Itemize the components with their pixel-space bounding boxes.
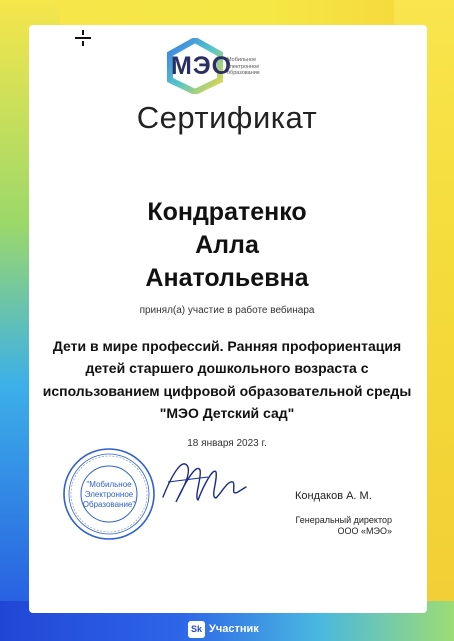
logo-subtitle-line: электронное bbox=[227, 63, 260, 70]
stamp-line: Электронное bbox=[84, 490, 134, 499]
webinar-title-line: использованием цифровой образовательной среды bbox=[42, 383, 412, 399]
stamp-line: "Мобильное bbox=[86, 480, 132, 489]
recipient-patronymic: Анатольевна bbox=[145, 264, 309, 292]
stamp-line: Образование" bbox=[82, 500, 136, 509]
recipient-first-name: Алла bbox=[195, 231, 259, 259]
participant-badge bbox=[188, 619, 259, 639]
logo-subtitle-line: образование bbox=[227, 70, 260, 76]
director-company-line: ООО «МЭО» bbox=[337, 526, 392, 536]
director-role bbox=[272, 515, 392, 537]
director-role-line: Генеральный директор bbox=[295, 515, 392, 525]
meo-logo bbox=[165, 38, 290, 94]
logo-subtitle-line: Мобильное bbox=[227, 57, 257, 63]
webinar-title-line: "МЭО Детский сад" bbox=[159, 405, 295, 421]
certificate-title: Сертификат bbox=[136, 100, 318, 135]
logo-wordmark: МЭО bbox=[171, 52, 233, 80]
director-name: Кондаков А. М. bbox=[295, 490, 372, 502]
skolkovo-icon: Sk bbox=[188, 621, 205, 638]
webinar-title-line: Дети в мире профессий. Ранняя профориентация bbox=[52, 338, 402, 354]
logo-subtitle bbox=[227, 57, 287, 77]
crosshair-cursor-icon bbox=[75, 30, 91, 46]
participation-text: принял(а) участие в работе вебинара bbox=[139, 305, 315, 316]
certificate-date: 18 января 2023 г. bbox=[187, 438, 267, 449]
director-signature bbox=[158, 452, 248, 512]
official-stamp bbox=[62, 447, 156, 541]
webinar-title-line: детей старшего дошкольного возраста с bbox=[85, 360, 369, 376]
participant-label: Участник bbox=[209, 623, 259, 635]
recipient-last-name: Кондратенко bbox=[147, 198, 307, 226]
